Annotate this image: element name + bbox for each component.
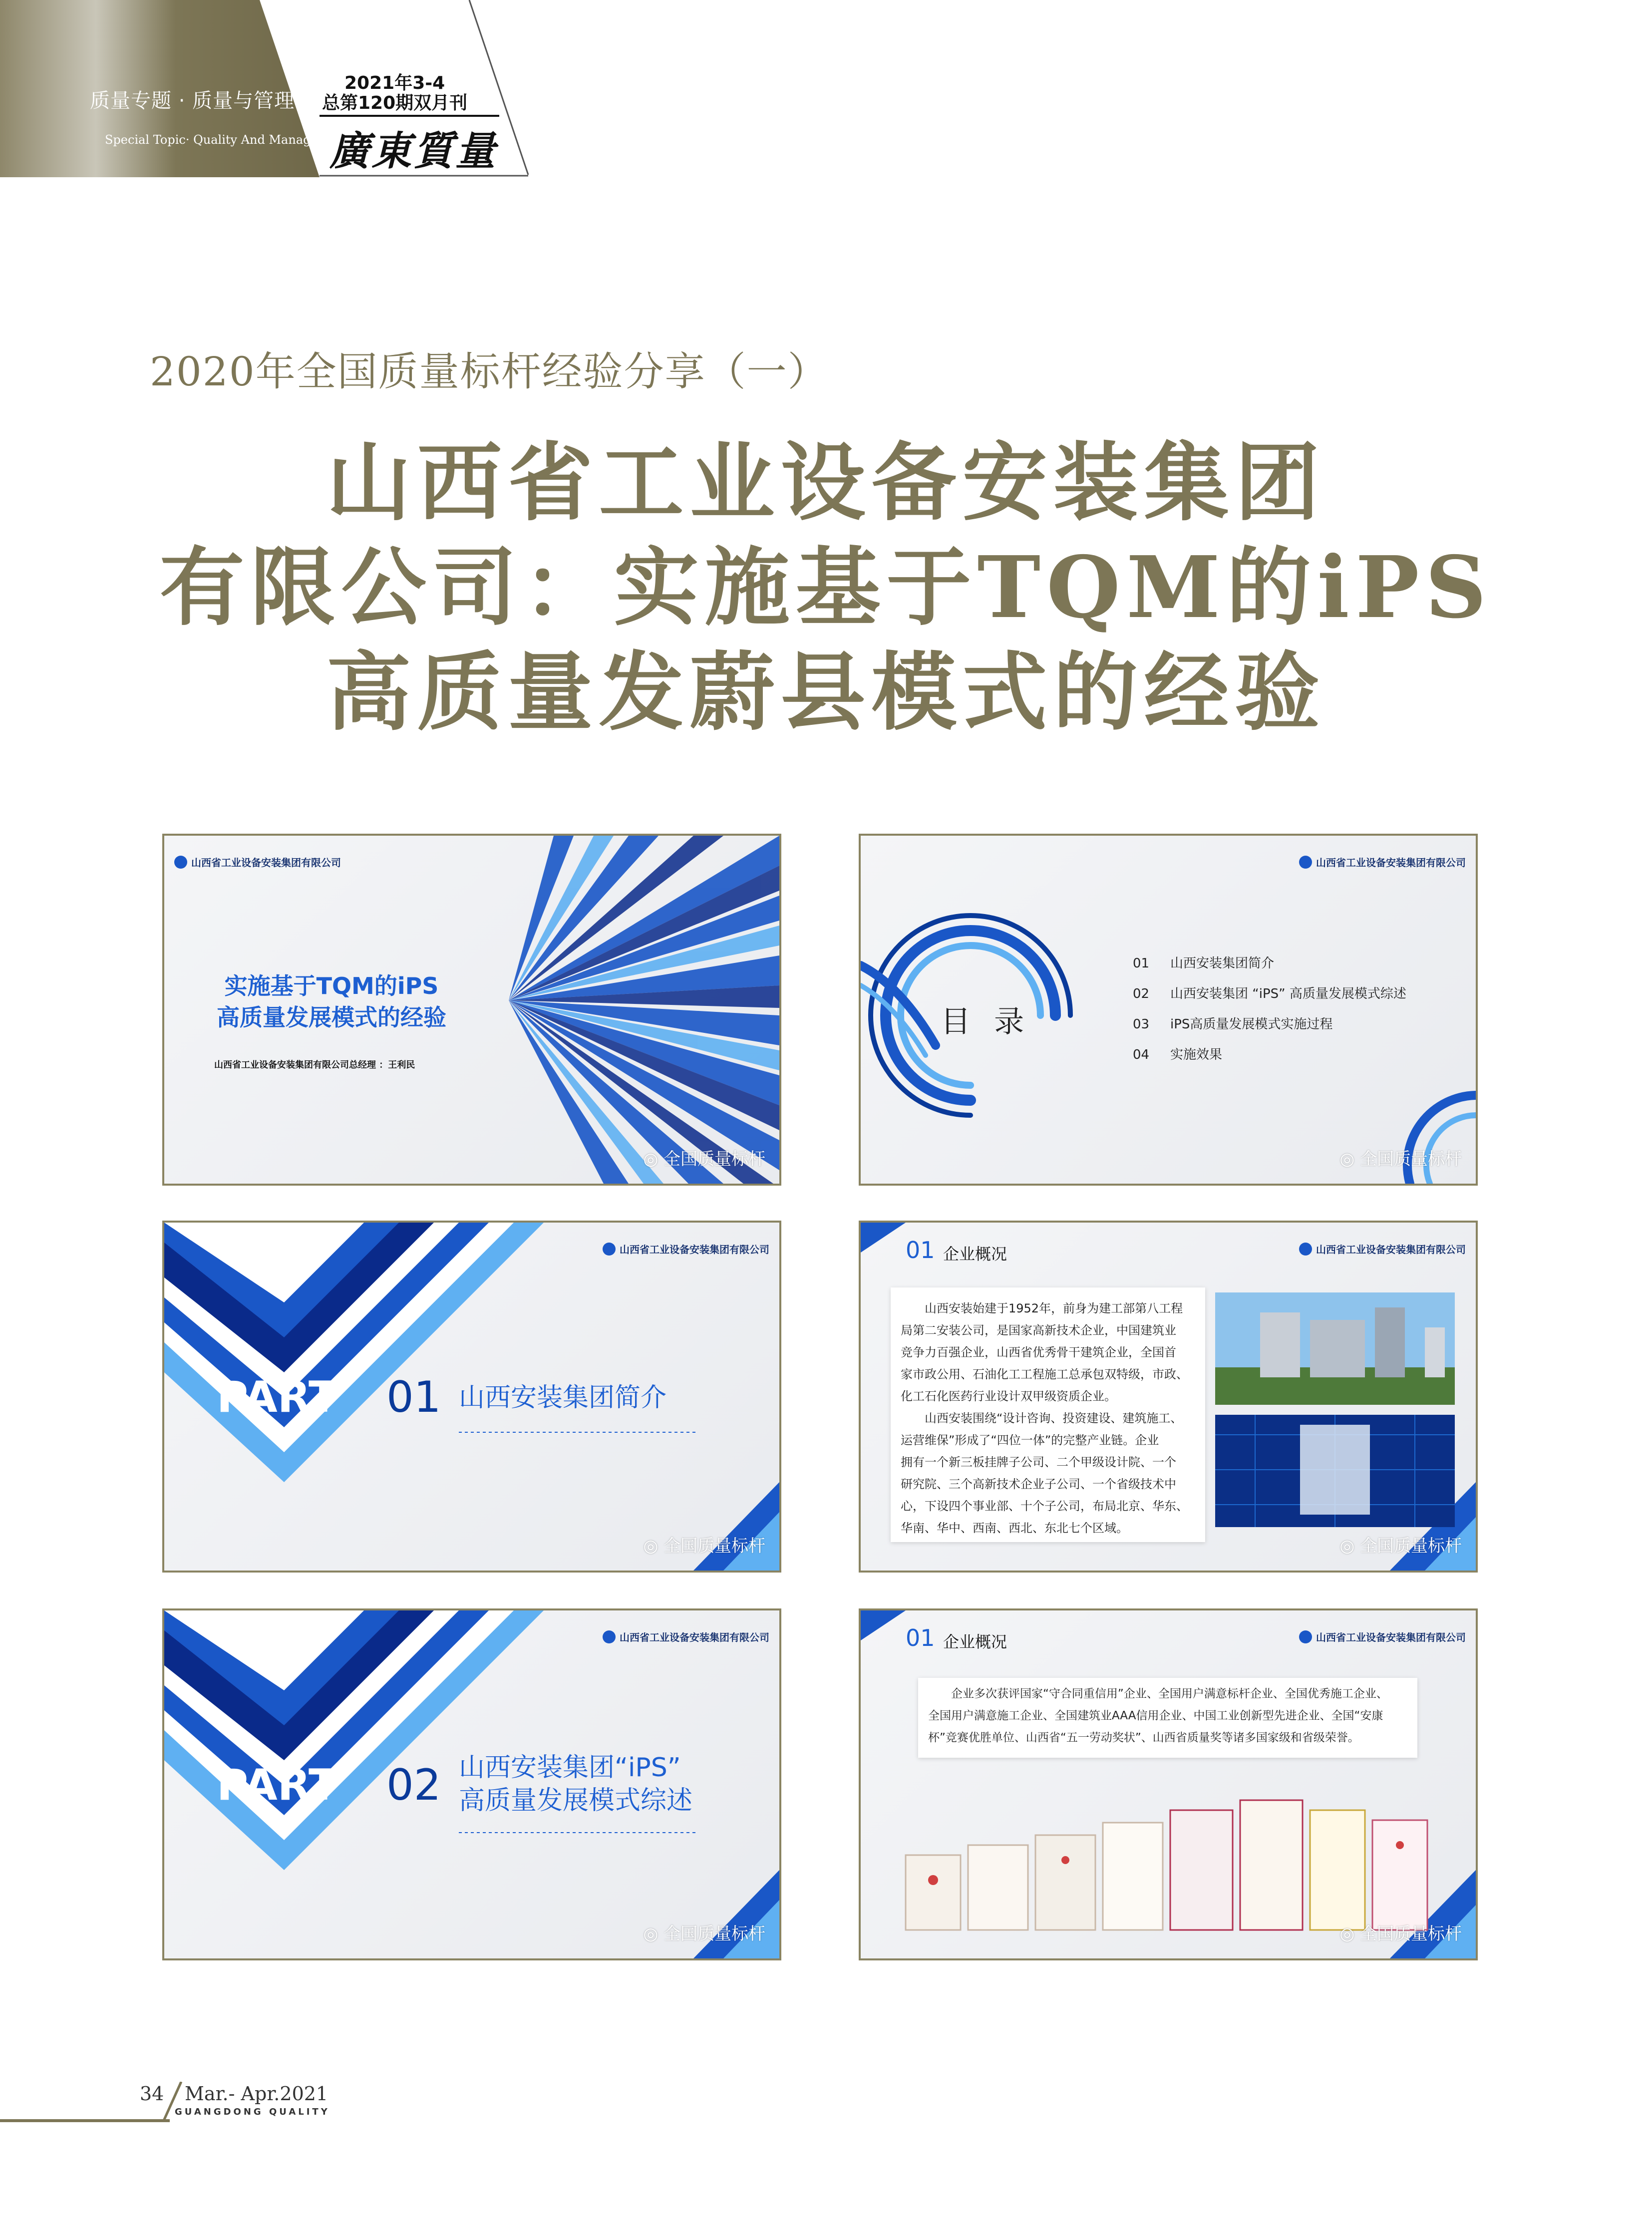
main-title-line1: 山西省工业设备安装集团: [326, 433, 1326, 533]
header-section-en: Special Topic· Quality And Management: [105, 133, 349, 147]
header-date: 2021年3-4: [344, 73, 445, 93]
toc-item: 04 实施效果: [1133, 1047, 1223, 1062]
headquarters-photo: [1215, 1292, 1455, 1405]
main-title-line2: 有限公司：实施基于TQM的iPS: [159, 538, 1493, 637]
slide-company-logo: 山西省工业设备安装集团有限公司: [1299, 1629, 1466, 1644]
part-title-line1: 山西安装集团“iPS”: [459, 1753, 681, 1783]
part-number: 02: [386, 1760, 441, 1810]
watermark: ◎ 全国质量标杆: [1339, 1924, 1462, 1944]
watermark: ◎ 全国质量标杆: [643, 1924, 765, 1944]
slide-company-logo: 山西省工业设备安装集团有限公司: [174, 855, 341, 869]
part-title: 山西安装集团简介: [459, 1383, 667, 1413]
section-number: 01: [906, 1624, 935, 1651]
header-issue: 总第120期双月刊: [322, 93, 468, 113]
certificate-photo: [1215, 1415, 1455, 1527]
wechat-icon: ◎: [1339, 1536, 1360, 1556]
watermark: ◎ 全国质量标杆: [643, 1149, 765, 1169]
wechat-icon: ◎: [643, 1536, 663, 1556]
footer-rule: [0, 2119, 170, 2122]
toc-title: 目 录: [941, 1004, 1031, 1039]
slide-company-logo: 山西省工业设备安装集团有限公司: [1299, 855, 1466, 869]
company-logo-icon: [1299, 1630, 1312, 1643]
slide-company-logo: 山西省工业设备安装集团有限公司: [603, 1242, 769, 1256]
slide-part-01: [162, 1221, 781, 1573]
toc-item: 02 山西安装集团 “iPS” 高质量发展模式综述: [1133, 986, 1406, 1001]
company-logo-icon: [603, 1630, 616, 1643]
slide-company-overview: [859, 1221, 1478, 1573]
company-logo-icon: [174, 856, 187, 869]
slide-toc: [859, 834, 1478, 1186]
slide1-title-line1: 实施基于TQM的iPS: [224, 972, 439, 999]
company-logo-icon: [1299, 1243, 1312, 1256]
part-label: PART: [217, 1372, 338, 1422]
wechat-icon: ◎: [1339, 1149, 1360, 1169]
section-title: 企业概况: [943, 1245, 1007, 1264]
slide1-title-line2: 高质量发展模式的经验: [217, 1004, 446, 1031]
slide1-subtitle: 山西省工业设备安装集团有限公司总经理 ：王利民: [214, 1060, 415, 1070]
footer-brand: GUANGDONG QUALITY: [175, 2107, 330, 2117]
toc-item: 01 山西安装集团简介: [1133, 956, 1275, 971]
part-title-line2: 高质量发展模式综述: [459, 1786, 693, 1816]
honors-textbox: 企业多次获评国家“守合同重信用”企业、全国用户满意标杆企业、全国优秀施工企业、 全国用户满意施工企业、全国建筑业AAA信用企业、中国工业创新型先进企业、全国“安康 杯”竞赛优胜单位、山西省“五一劳动奖状”、山西省质量奖等诸多国家级和省级荣誉。: [918, 1678, 1417, 1758]
company-logo-icon: [603, 1243, 616, 1256]
main-title-line3: 高质量发蔚县模式的经验: [326, 642, 1326, 742]
section-number: 01: [906, 1237, 935, 1264]
company-logo-icon: [1299, 856, 1312, 869]
overview-textbox: 山西安装始建于1952年，前身为建工部第八工程 局第二安装公司，是国家高新技术企业，中国建筑业 竞争力百强企业，山西省优秀骨干建筑企业，全国首 家市政公用、石油化工工程施工总承包双特级，市政、 化工石化医药行业设计双甲级资质企业。 山西安装围绕“设计咨询、投资建设、建筑施工、 运营维保”形成了“四位一体”的完整产业链。企业 拥有一个新三板挂牌子公司、二个甲级设计院、一个 研究院、三个高新技术企业子公司、一个省级技术中 心，下设四个事业部、十个子公司，布局北京、华东、 华南、华中、西南、西北、东北七个区域。: [891, 1287, 1205, 1542]
slide-company-logo: 山西省工业设备安装集团有限公司: [1299, 1242, 1466, 1256]
part-label: PART: [217, 1760, 338, 1810]
watermark: ◎ 全国质量标杆: [643, 1536, 765, 1556]
slide-part-02: [162, 1608, 781, 1960]
header-section-zh: 质量专题 · 质量与管理: [90, 89, 295, 112]
part-number: 01: [386, 1372, 441, 1422]
page-number: 34: [140, 2083, 164, 2105]
wechat-icon: ◎: [1339, 1924, 1360, 1944]
header-brand-logo: 廣東質量: [330, 127, 497, 174]
slide-cover: [162, 834, 781, 1186]
wechat-icon: ◎: [643, 1924, 663, 1944]
watermark: ◎ 全国质量标杆: [1339, 1149, 1462, 1169]
slide-company-honors: [859, 1608, 1478, 1960]
wechat-icon: ◎: [643, 1149, 663, 1169]
watermark: ◎ 全国质量标杆: [1339, 1536, 1462, 1556]
section-title: 企业概况: [943, 1632, 1007, 1651]
footer-date: Mar.- Apr.2021: [185, 2083, 329, 2105]
slide-company-logo: 山西省工业设备安装集团有限公司: [603, 1629, 769, 1644]
toc-item: 03 iPS高质量发展模式实施过程: [1133, 1017, 1333, 1032]
series-title: 2020年全国质量标杆经验分享（一）: [150, 348, 829, 395]
